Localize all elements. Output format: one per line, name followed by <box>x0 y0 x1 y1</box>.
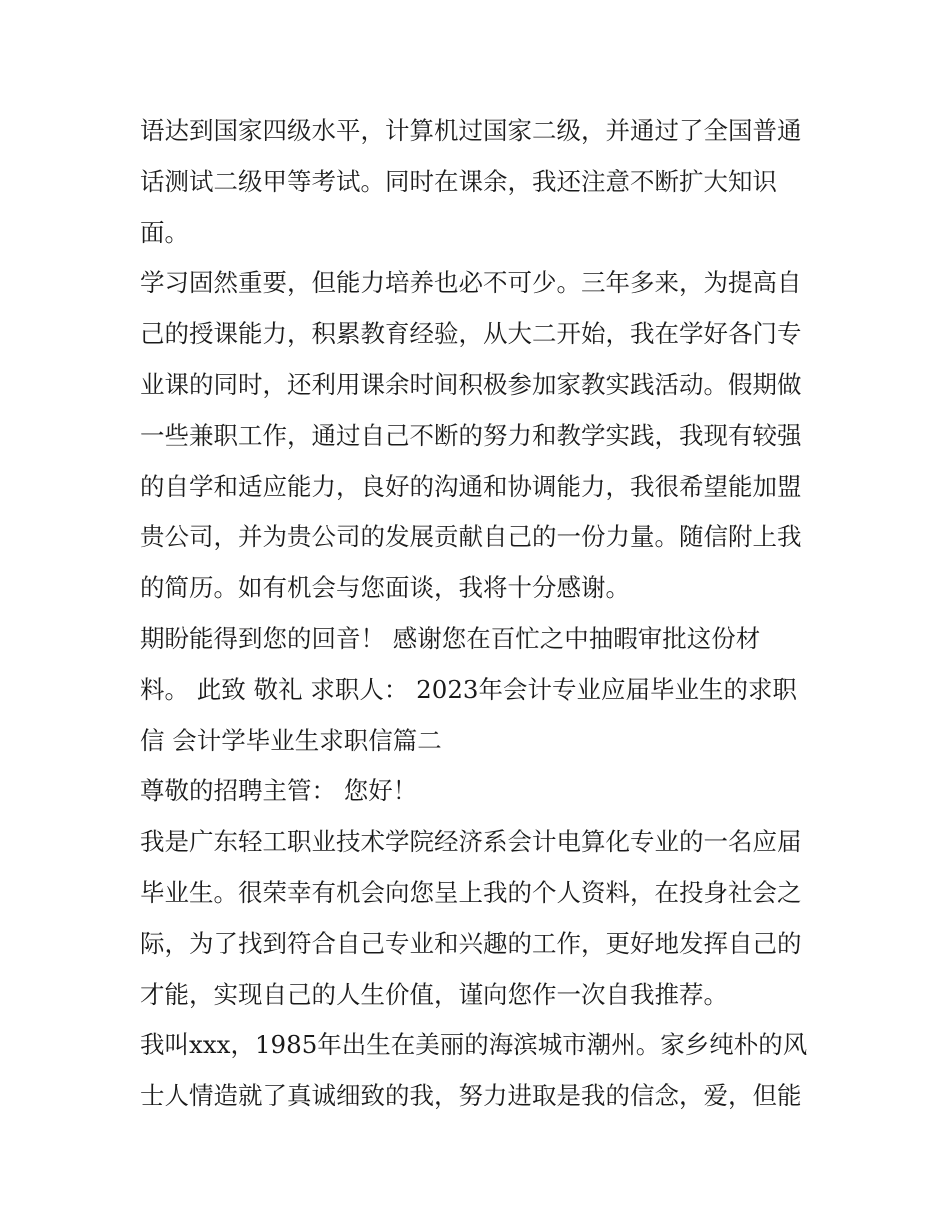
text-line: 一些兼职工作，通过自己不断的努力和教学实践，我现有较强 <box>140 420 802 450</box>
text-line: 际，为了找到符合自己专业和兴趣的工作，更好地发挥自己的 <box>140 928 802 958</box>
text-line: 语达到国家四级水平，计算机过国家二级，并通过了全国普通 <box>140 116 802 145</box>
text-line: 期盼能得到您的回音！ 感谢您在百忙之中抽暇审批这份材 <box>140 623 761 653</box>
text-line: 我是广东轻工职业技术学院经济系会计电算化专业的一名应届 <box>140 827 802 857</box>
text-line: 的自学和适应能力，良好的沟通和协调能力，我很希望能加盟 <box>140 471 802 501</box>
text-line: 士人情造就了真诚细致的我，努力进取是我的信念，爱，但能 <box>140 1081 802 1111</box>
text-line: 尊敬的招聘主管： 您好！ <box>140 776 418 806</box>
text-line: 话测试二级甲等考试。同时在课余，我还注意不断扩大知识 <box>140 166 777 196</box>
text-line: 我叫xxx，1985年出生在美丽的海滨城市潮州。家乡纯朴的风 <box>140 1030 808 1060</box>
text-line: 贵公司，并为贵公司的发展贡献自己的一份力量。随信附上我 <box>140 522 802 552</box>
text-line: 信 会计学毕业生求职信篇二 <box>140 725 442 755</box>
text-line: 毕业生。很荣幸有机会向您呈上我的个人资料，在投身社会之 <box>140 877 802 907</box>
document-body <box>140 106 820 1122</box>
text-line: 己的授课能力，积累教育经验，从大二开始，我在学好各门专 <box>140 319 802 349</box>
text-line: 业课的同时，还利用课余时间积极参加家教实践活动。假期做 <box>140 369 802 399</box>
text-line: 才能，实现自己的人生价值，谨向您作一次自我推荐。 <box>140 979 728 1009</box>
text-line: 的简历。如有机会与您面谈，我将十分感谢。 <box>140 573 630 603</box>
text-line: 料。 此致 敬礼 求职人： 2023年会计专业应届毕业生的求职 <box>140 674 797 704</box>
text-line: 学习固然重要，但能力培养也必不可少。三年多来，为提高自 <box>140 268 802 298</box>
text-line: 面。 <box>140 217 189 247</box>
